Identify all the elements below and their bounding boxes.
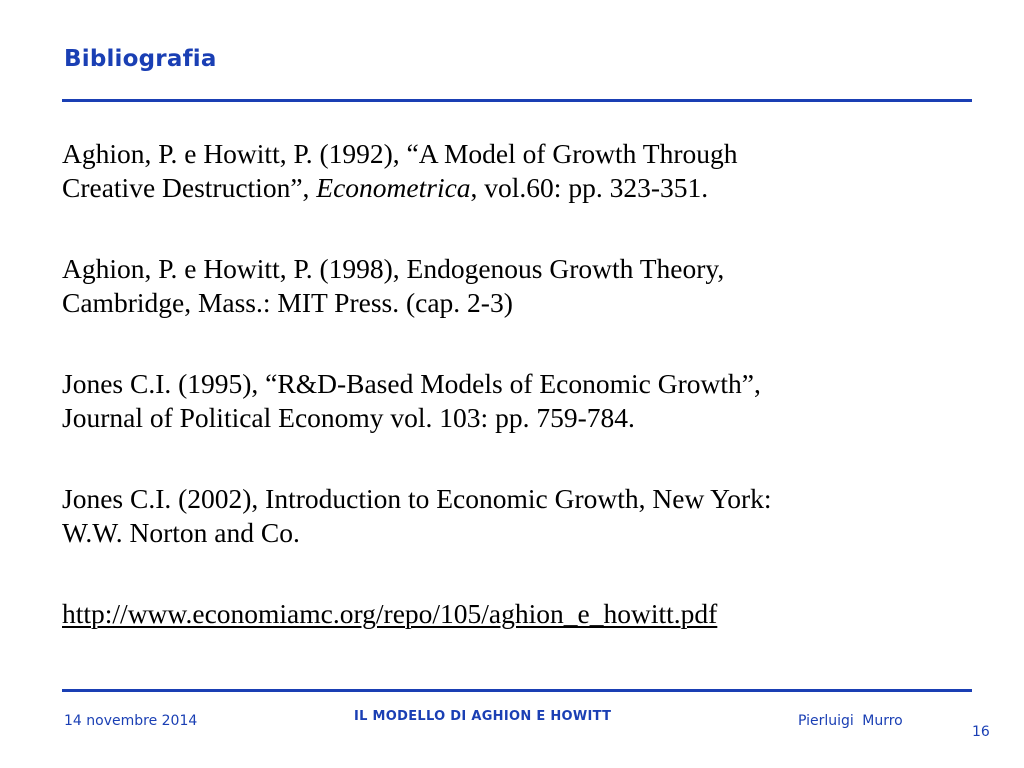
- reference-list: [62, 137, 962, 678]
- title-divider: [62, 99, 972, 102]
- journal-name: Econometrica: [316, 172, 471, 203]
- footer-divider: [62, 689, 972, 692]
- reference-link-item: [62, 597, 962, 631]
- footer-author: Pierluigi Murro: [798, 713, 903, 729]
- reference-line: Jones C.I. (1995), “R&D-Based Models of Economic Growth”,: [62, 368, 761, 399]
- reference-line: [62, 171, 962, 205]
- reference-item: [62, 367, 962, 435]
- reference-item: [62, 482, 962, 550]
- reference-line: Aghion, P. e Howitt, P. (1992), “A Model of Growth Through: [62, 138, 738, 169]
- page-number: 16: [972, 724, 990, 740]
- reference-line: W.W. Norton and Co.: [62, 517, 300, 548]
- slide-title: Bibliografia: [64, 46, 217, 72]
- footer-date: 14 novembre 2014: [64, 713, 198, 729]
- reference-line: Aghion, P. e Howitt, P. (1998), Endogenous Growth Theory,: [62, 253, 725, 284]
- reference-item: [62, 252, 962, 320]
- reference-line: Jones C.I. (2002), Introduction to Economic Growth, New York:: [62, 483, 772, 514]
- reference-line: Cambridge, Mass.: MIT Press. (cap. 2-3): [62, 287, 513, 318]
- reference-item: [62, 137, 962, 205]
- reference-text: , vol.60: pp. 323-351.: [470, 172, 709, 203]
- footer-title: IL MODELLO DI AGHION E HOWITT: [354, 709, 612, 724]
- reference-text: Creative Destruction”,: [62, 172, 317, 203]
- reference-link[interactable]: http://www.economiamc.org/repo/105/aghion_e_howitt.pdf: [62, 598, 718, 629]
- reference-line: Journal of Political Economy vol. 103: pp. 759-784.: [62, 402, 635, 433]
